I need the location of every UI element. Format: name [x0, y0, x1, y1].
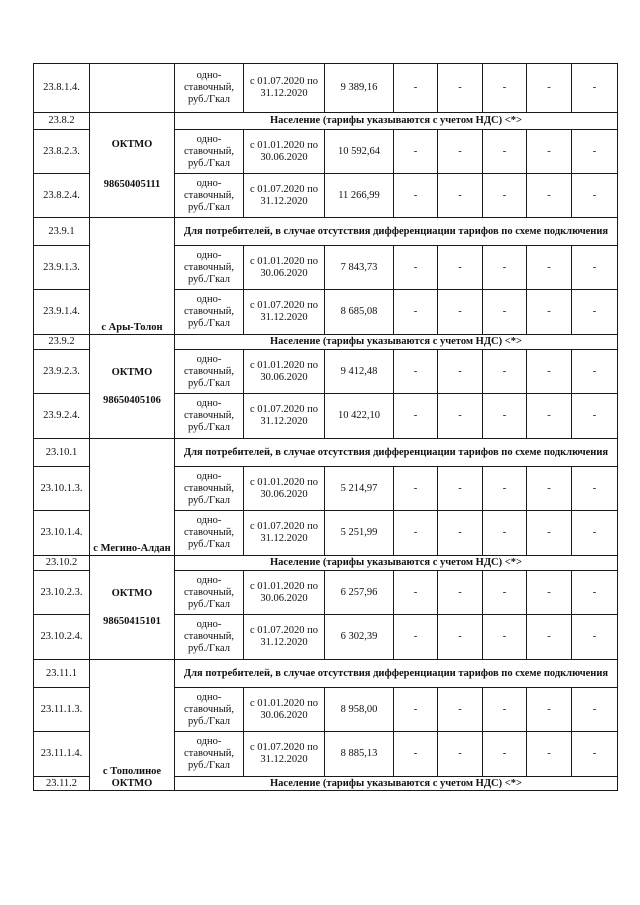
- period: с 01.01.2020 по 30.06.2020: [244, 688, 325, 732]
- settlement-cell-2: [90, 335, 175, 439]
- oktmo-code: 98650415101: [103, 615, 161, 627]
- dash-cell: -: [483, 350, 527, 394]
- tariff-value: 6 257,96: [325, 571, 394, 615]
- dash-cell: -: [527, 732, 572, 777]
- rate-type: одно-ставочный, руб./Гкал: [175, 290, 244, 335]
- row-code: 23.9.1.3.: [34, 246, 90, 290]
- dash-cell: -: [483, 394, 527, 439]
- dash-cell: -: [394, 290, 438, 335]
- rate-type: одно-ставочный, руб./Гкал: [175, 174, 244, 218]
- row-code: 23.11.1.3.: [34, 688, 90, 732]
- settlement-cell-3-top: [90, 439, 175, 556]
- dash-cell: -: [572, 290, 618, 335]
- dash-cell: -: [438, 688, 483, 732]
- dash-cell: -: [572, 130, 618, 174]
- rate-type: одно-ставочный, руб./Гкал: [175, 571, 244, 615]
- row-code: 23.8.2: [34, 113, 90, 130]
- rate-type: одно-ставочный, руб./Гкал: [175, 394, 244, 439]
- tariff-value: 10 592,64: [325, 130, 394, 174]
- tariff-value: 8 685,08: [325, 290, 394, 335]
- row-code: 23.11.1: [34, 660, 90, 688]
- row-code: 23.9.1.4.: [34, 290, 90, 335]
- rate-type: одно-ставочный, руб./Гкал: [175, 467, 244, 511]
- row-code: 23.11.2: [34, 777, 90, 791]
- table-row: [34, 64, 618, 113]
- dash-cell: -: [438, 290, 483, 335]
- dash-cell: -: [438, 732, 483, 777]
- rate-type: одно-ставочный, руб./Гкал: [175, 688, 244, 732]
- oktmo-label: ОКТМО: [111, 139, 153, 150]
- dash-cell: -: [394, 64, 438, 113]
- row-code: 23.11.1.4.: [34, 732, 90, 777]
- settlement-name: с Мегино-Алдан: [93, 543, 171, 554]
- dash-cell: -: [438, 394, 483, 439]
- dash-cell: -: [572, 732, 618, 777]
- dash-cell: -: [438, 174, 483, 218]
- tariff-value: 7 843,73: [325, 246, 394, 290]
- row-code: 23.10.1.4.: [34, 511, 90, 556]
- settlement-name: с Ары-Толон: [101, 322, 163, 333]
- dash-cell: -: [394, 246, 438, 290]
- dash-cell: -: [527, 174, 572, 218]
- row-code: 23.10.2.4.: [34, 615, 90, 660]
- tariff-value: 9 389,16: [325, 64, 394, 113]
- dash-cell: -: [394, 467, 438, 511]
- dash-cell: -: [527, 511, 572, 556]
- dash-cell: -: [527, 350, 572, 394]
- dash-cell: -: [572, 174, 618, 218]
- consumers-header: Для потребителей, в случае отсутствия дифференциации тарифов по схеме подключения: [175, 439, 618, 467]
- dash-cell: -: [527, 467, 572, 511]
- dash-cell: -: [572, 511, 618, 556]
- dash-cell: -: [438, 467, 483, 511]
- consumers-header: Для потребителей, в случае отсутствия дифференциации тарифов по схеме подключения: [175, 660, 618, 688]
- dash-cell: -: [483, 615, 527, 660]
- tariff-table: [33, 63, 618, 791]
- dash-cell: -: [394, 394, 438, 439]
- dash-cell: -: [527, 246, 572, 290]
- period: с 01.01.2020 по 30.06.2020: [244, 130, 325, 174]
- row-code: 23.9.1: [34, 218, 90, 246]
- consumers-header: Для потребителей, в случае отсутствия дифференциации тарифов по схеме подключения: [175, 218, 618, 246]
- dash-cell: -: [572, 615, 618, 660]
- dash-cell: -: [572, 688, 618, 732]
- dash-cell: -: [527, 394, 572, 439]
- dash-cell: -: [483, 290, 527, 335]
- dash-cell: -: [572, 246, 618, 290]
- dash-cell: -: [572, 350, 618, 394]
- dash-cell: -: [483, 571, 527, 615]
- row-code: 23.10.1.3.: [34, 467, 90, 511]
- row-code: 23.8.1.4.: [34, 64, 90, 113]
- tariff-value: 8 958,00: [325, 688, 394, 732]
- settlement-cell-3: [90, 556, 175, 660]
- tariff-value: 11 266,99: [325, 174, 394, 218]
- name-cell-blank: [90, 64, 175, 113]
- tariff-value: 5 251,99: [325, 511, 394, 556]
- table-row: [34, 439, 618, 467]
- row-code: 23.9.2: [34, 335, 90, 350]
- table-row: [34, 660, 618, 688]
- dash-cell: -: [394, 174, 438, 218]
- row-code: 23.10.1: [34, 439, 90, 467]
- settlement-name: с Тополиное: [102, 766, 162, 777]
- dash-cell: -: [394, 350, 438, 394]
- dash-cell: -: [438, 615, 483, 660]
- oktmo-label: ОКТМО: [111, 366, 153, 378]
- period: с 01.01.2020 по 30.06.2020: [244, 246, 325, 290]
- row-code: 23.9.2.4.: [34, 394, 90, 439]
- period: с 01.01.2020 по 30.06.2020: [244, 571, 325, 615]
- dash-cell: -: [483, 732, 527, 777]
- dash-cell: -: [527, 615, 572, 660]
- period: с 01.07.2020 по 31.12.2020: [244, 394, 325, 439]
- dash-cell: -: [483, 64, 527, 113]
- dash-cell: -: [572, 64, 618, 113]
- dash-cell: -: [438, 571, 483, 615]
- dash-cell: -: [394, 615, 438, 660]
- dash-cell: -: [572, 394, 618, 439]
- dash-cell: -: [527, 688, 572, 732]
- dash-cell: -: [483, 467, 527, 511]
- row-code: 23.8.2.4.: [34, 174, 90, 218]
- population-header: Население (тарифы указываются с учетом НДС) <*>: [175, 335, 618, 350]
- rate-type: одно-ставочный, руб./Гкал: [175, 350, 244, 394]
- period: с 01.07.2020 по 31.12.2020: [244, 290, 325, 335]
- tariff-value: 10 422,10: [325, 394, 394, 439]
- tariff-value: 8 885,13: [325, 732, 394, 777]
- oktmo-label: ОКТМО: [111, 587, 153, 599]
- period: с 01.07.2020 по 31.12.2020: [244, 64, 325, 113]
- row-code: 23.10.2.3.: [34, 571, 90, 615]
- dash-cell: -: [394, 130, 438, 174]
- table-row: [34, 556, 618, 571]
- row-code: 23.8.2.3.: [34, 130, 90, 174]
- dash-cell: -: [527, 290, 572, 335]
- rate-type: одно-ставочный, руб./Гкал: [175, 246, 244, 290]
- dash-cell: -: [483, 130, 527, 174]
- period: с 01.07.2020 по 31.12.2020: [244, 732, 325, 777]
- dash-cell: -: [527, 64, 572, 113]
- dash-cell: -: [572, 467, 618, 511]
- settlement-cell-2-top: [90, 218, 175, 335]
- dash-cell: -: [438, 130, 483, 174]
- dash-cell: -: [394, 688, 438, 732]
- dash-cell: -: [394, 732, 438, 777]
- population-header: Население (тарифы указываются с учетом НДС) <*>: [175, 777, 618, 791]
- rate-type: одно-ставочный, руб./Гкал: [175, 732, 244, 777]
- oktmo-code: 98650405111: [103, 179, 161, 190]
- rate-type: одно-ставочный, руб./Гкал: [175, 130, 244, 174]
- period: с 01.01.2020 по 30.06.2020: [244, 350, 325, 394]
- period: с 01.01.2020 по 30.06.2020: [244, 467, 325, 511]
- dash-cell: -: [438, 350, 483, 394]
- tariff-value: 6 302,39: [325, 615, 394, 660]
- row-code: 23.9.2.3.: [34, 350, 90, 394]
- oktmo-code: 98650405106: [103, 394, 161, 406]
- period: с 01.07.2020 по 31.12.2020: [244, 615, 325, 660]
- dash-cell: -: [438, 64, 483, 113]
- table-row: [34, 335, 618, 350]
- table-row: [34, 113, 618, 130]
- dash-cell: -: [527, 571, 572, 615]
- dash-cell: -: [394, 511, 438, 556]
- rate-type: одно-ставочный, руб./Гкал: [175, 615, 244, 660]
- dash-cell: -: [527, 130, 572, 174]
- dash-cell: -: [394, 571, 438, 615]
- table-row: [34, 218, 618, 246]
- dash-cell: -: [483, 174, 527, 218]
- tariff-value: 5 214,97: [325, 467, 394, 511]
- period: с 01.07.2020 по 31.12.2020: [244, 511, 325, 556]
- tariff-value: 9 412,48: [325, 350, 394, 394]
- dash-cell: -: [438, 246, 483, 290]
- rate-type: одно-ставочный, руб./Гкал: [175, 64, 244, 113]
- population-header: Население (тарифы указываются с учетом НДС) <*>: [175, 556, 618, 571]
- dash-cell: -: [438, 511, 483, 556]
- period: с 01.07.2020 по 31.12.2020: [244, 174, 325, 218]
- dash-cell: -: [483, 511, 527, 556]
- dash-cell: -: [572, 571, 618, 615]
- population-header: Население (тарифы указываются с учетом НДС) <*>: [175, 113, 618, 130]
- settlement-cell-4: [90, 660, 175, 791]
- oktmo-label: ОКТМО: [111, 778, 153, 789]
- dash-cell: -: [483, 688, 527, 732]
- row-code: 23.10.2: [34, 556, 90, 571]
- rate-type: одно-ставочный, руб./Гкал: [175, 511, 244, 556]
- settlement-cell-1: [90, 113, 175, 218]
- dash-cell: -: [483, 246, 527, 290]
